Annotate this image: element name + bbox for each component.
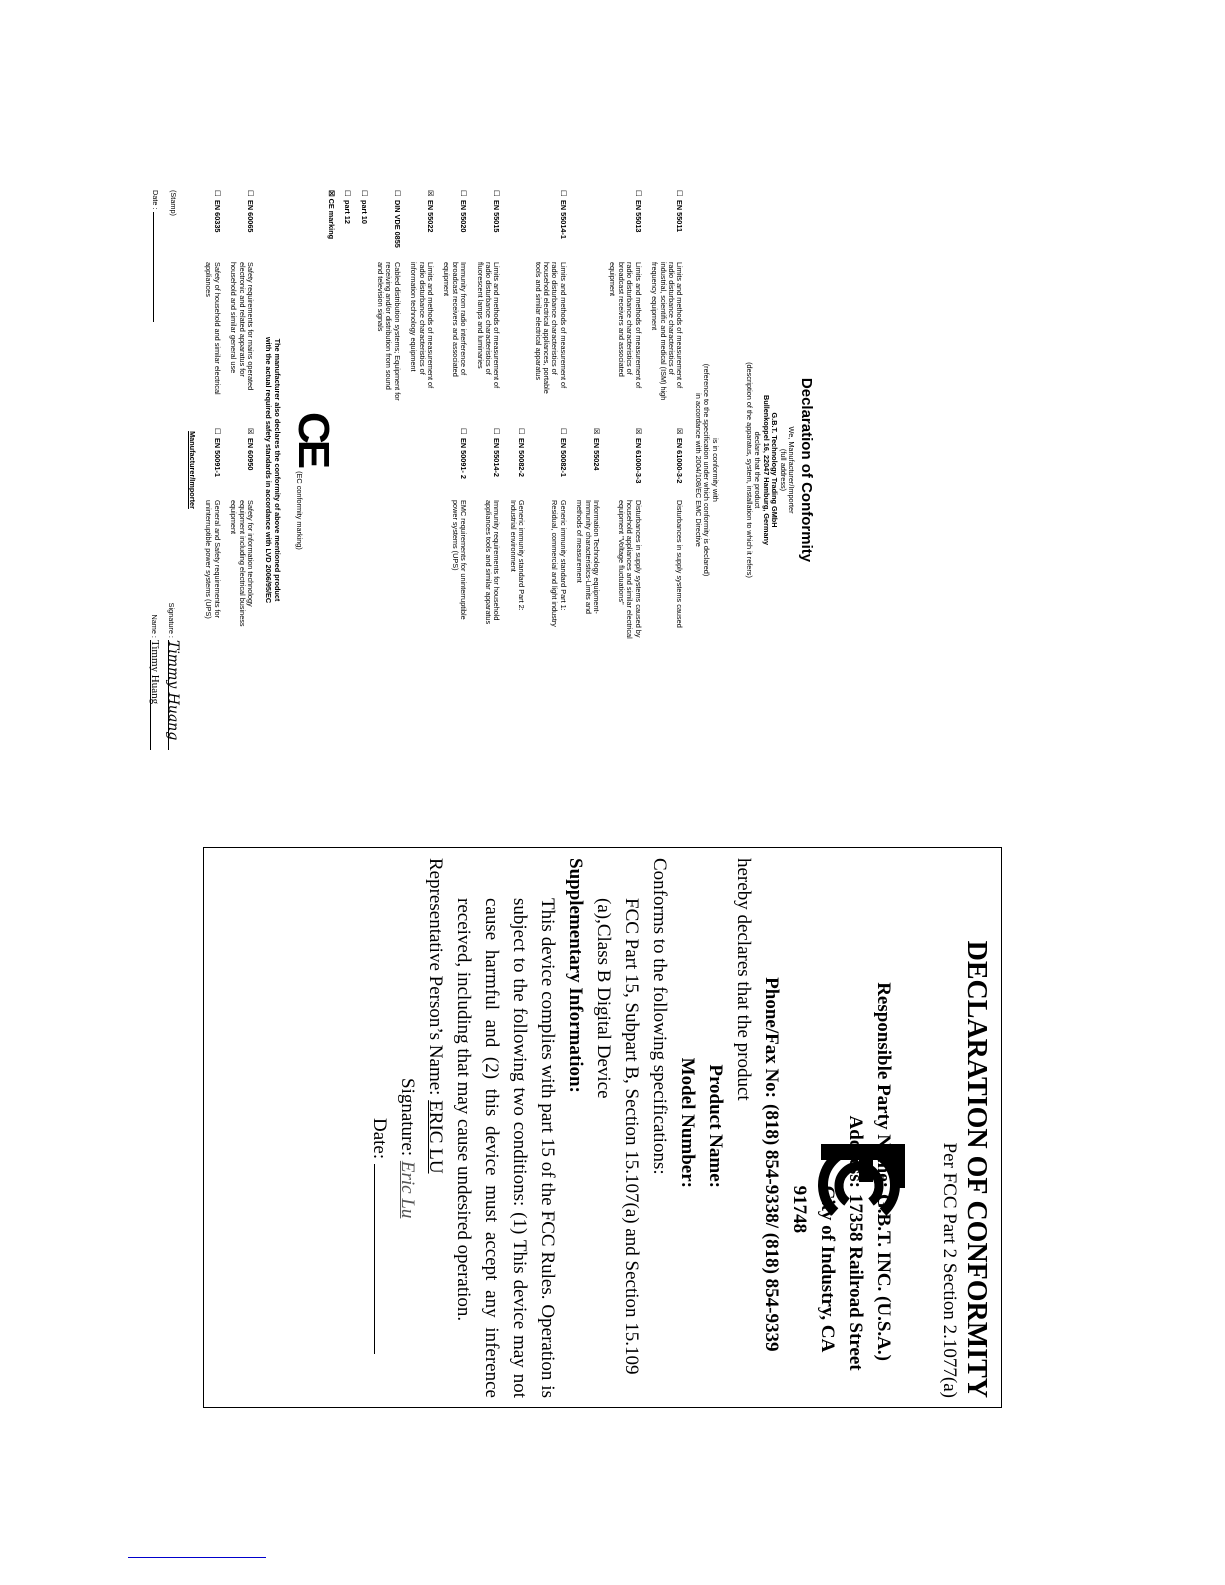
ce-marking-label: CE marking: [326, 198, 336, 240]
standard-code: [575, 190, 600, 262]
standard-code-label: EN 55014-1: [558, 200, 568, 239]
standard-item: [229, 428, 254, 640]
fcc-date-row: [365, 858, 393, 1398]
conforms-text: Conforms to the following specifications:: [648, 857, 670, 1175]
standard-description: Limits and methods of measurement of radio disturbance characteristics of broadcast receivers and associated equipment: [608, 262, 643, 389]
standard-description: Limits and methods of measurement of radio disturbance characteristics of fluorescent lamps and luminaries: [475, 262, 502, 389]
standard-checkbox: ☐: [675, 190, 685, 197]
standard-checkbox: ☒: [592, 428, 602, 435]
footer-rule: [128, 1557, 266, 1558]
standard-code-label: part 10: [359, 200, 369, 224]
standard-description: [508, 262, 525, 402]
standard-description: Immunity requirements for household appliances tools and similar apparatus: [484, 500, 502, 625]
rep-row: [421, 858, 449, 1398]
eu-date-area: [150, 190, 159, 322]
eu-stamp-area: [167, 190, 177, 216]
fcc-signature-row: [393, 858, 421, 1398]
standard-item: [409, 428, 434, 640]
fcc-subtitle: Per FCC Part 2 Section 2.1077(a): [938, 1142, 960, 1398]
standard-item: [442, 190, 467, 428]
standard-code: [650, 190, 684, 262]
fcc-declaration-frame: [203, 847, 1002, 1408]
standard-code-label: part 12: [343, 200, 353, 224]
standard-checkbox: ☐: [212, 190, 222, 197]
eu-company: G.B.T. Technology Trading GMbH: [770, 412, 780, 528]
standard-item: [533, 428, 567, 640]
standard-description: [359, 500, 367, 640]
standard-code-label: EN 55013: [633, 200, 643, 233]
standard-description: [575, 262, 600, 402]
standard-code: [376, 190, 401, 262]
standard-code: [229, 190, 254, 262]
eu-name-value: Timmy Huang: [150, 640, 159, 750]
standard-checkbox: ☒: [675, 428, 685, 435]
spec-line-1: FCC Part 15, Subpart B, Section 15.107(a) and Section 15.109: [620, 897, 642, 1375]
standard-code: [508, 428, 525, 500]
standard-code-label: DIN VDE 0855: [392, 200, 402, 248]
standard-checkbox: ☐: [359, 190, 369, 197]
standard-code-label: EN 60950: [245, 438, 255, 471]
fcc-signature: Eric Lu: [396, 1160, 418, 1218]
standard-code-label: EN 60335: [212, 200, 222, 233]
also-declares-line-1: The manufacturer also declares the conformity of above mentioned product: [272, 338, 282, 602]
standard-code: [442, 190, 467, 262]
standard-code: [475, 428, 500, 500]
standard-row: [475, 190, 500, 750]
safety-standards-list: [204, 190, 254, 750]
standard-code: [442, 428, 467, 500]
standard-row: [608, 190, 642, 750]
eu-signature-row: [165, 190, 182, 750]
eu-reference-note: (reference to the specification under which conformity is declared): [702, 363, 712, 577]
eu-we: We, Manufacturer/Importer: [787, 426, 796, 514]
standard-item: [343, 428, 351, 640]
spec-line-2: (a),Class B Digital Device: [592, 897, 614, 1099]
standard-code-label: EN 61000-3-3: [633, 438, 643, 484]
standard-code: [650, 428, 684, 500]
ce-note: (EC conformity marking): [294, 471, 304, 550]
standard-row: [229, 190, 254, 750]
party-label: Responsible Party Name:: [872, 981, 894, 1188]
standard-item: [575, 428, 600, 640]
standard-checkbox: ☐: [212, 428, 222, 435]
standard-checkbox: ☒: [426, 190, 435, 197]
eu-declaration-area: [149, 120, 820, 820]
standard-description: Safety of household and similar electrical appliances: [204, 262, 222, 395]
standard-checkbox: ☐: [633, 190, 643, 197]
standard-item: [650, 190, 684, 428]
eu-name-area: [149, 614, 162, 750]
standard-item: [229, 190, 254, 428]
standard-code-label: EN 55024: [592, 438, 602, 471]
manufacturer-label: Manufacturer/Importer: [187, 431, 197, 509]
eu-name-label: Name :: [150, 614, 160, 638]
eu-header: [693, 190, 795, 750]
standard-row: [533, 190, 567, 750]
eu-date-line: [153, 212, 154, 322]
standard-code: [608, 428, 642, 500]
standard-item: [475, 190, 500, 428]
standard-code-label: EN 61000-3-2: [675, 438, 685, 484]
standard-code-label: EN 55022: [426, 200, 435, 233]
standard-code: [508, 190, 525, 262]
standard-checkbox: ☐: [459, 428, 469, 435]
standard-row: [376, 190, 401, 750]
standard-description: [359, 262, 367, 402]
standard-description: General and Safety requirements for uninterruptible power systems (UPS): [204, 500, 222, 619]
standard-code: [376, 428, 401, 500]
rep-value: ERIC LU: [424, 1099, 446, 1174]
eu-conformity: is in conformity with: [710, 438, 720, 502]
standard-item: [204, 428, 221, 640]
ce-logo: CE: [288, 412, 338, 466]
supplementary-text: This device complies with part 15 of the FCC Rules. Operation is subject to the following two conditions: (1) This device may not cause harmful and (2) this device must accept any inference received, including that may cause undesired operation.: [452, 897, 558, 1398]
eu-signature-label: Signature :: [167, 602, 177, 638]
standards-list: [343, 190, 684, 750]
supplementary-label: Supplementary Information:: [564, 857, 586, 1093]
standard-item: [204, 190, 221, 428]
also-declares: [264, 190, 281, 750]
standard-checkbox: ☒: [245, 428, 255, 435]
eu-declare: declare that the product: [753, 431, 763, 509]
standard-item: [376, 190, 401, 428]
standard-description: [376, 500, 401, 640]
product-label: Product Name:: [704, 1063, 726, 1188]
eu-directive: in accordance with 2004/108/EC EMC Directive: [693, 393, 703, 547]
standard-code: [204, 428, 221, 500]
standard-checkbox: ☐: [558, 190, 568, 197]
standard-description: Cabled distribution systems; Equipment for receiving and/or distribution from sound and television signals: [375, 262, 402, 401]
standard-row: [204, 190, 221, 750]
standard-item: [359, 190, 367, 428]
standard-checkbox: ☐: [492, 190, 502, 197]
standard-description: Limits and methods of measurement of radio disturbance characteristics of information technology equipment: [409, 262, 435, 389]
standard-code: [343, 190, 351, 262]
eu-address: Bullenkoppel 16, 22047 Hamburg, Germany: [761, 394, 771, 546]
standard-item: [359, 428, 367, 640]
standard-code: [608, 190, 642, 262]
standard-description: Information Technology equipment-Immunity characteristics-Limits and methods of measurement: [575, 500, 602, 614]
standard-checkbox: ☐: [245, 190, 255, 197]
phone-label: Phone/Fax No:: [760, 976, 782, 1098]
also-declares-line-2: with the actual required safety standards in accordance with LVD 2006/95/EC: [264, 336, 274, 604]
standard-code-label: EN 55014-2: [492, 438, 502, 477]
standard-code: [533, 428, 567, 500]
standard-description: Disturbances in supply systems caused: [675, 500, 685, 628]
fcc-date-label: Date:: [368, 1117, 390, 1159]
standard-description: [343, 262, 351, 402]
standard-row: [575, 190, 600, 750]
standard-row: [409, 190, 434, 750]
standard-code-label: EN 55015: [492, 200, 502, 233]
ce-checkbox: ☒: [326, 190, 336, 197]
fcc-declaration: [213, 858, 993, 1398]
standard-item: [575, 190, 600, 428]
phone-row: [757, 858, 785, 1398]
standard-description: Immunity from radio interference of broadcast receivers and associated equipment: [442, 262, 469, 377]
standard-code-label: EN 50082-2: [517, 438, 527, 477]
hereby-declares: hereby declares that the product: [732, 857, 754, 1101]
standard-code: [533, 190, 567, 262]
ce-marking-row: [288, 190, 338, 750]
fcc-signature-label: Signature:: [396, 1077, 418, 1156]
standard-description: Limits and methods of measurement of radio disturbance characteristics of household electrical appliances, portable tools and similar electrical apparatus: [533, 262, 568, 394]
eu-date-label: Date :: [151, 190, 161, 210]
rep-label: Representative Person’s Name:: [424, 857, 446, 1095]
standard-checkbox: ☒: [633, 428, 643, 435]
standard-item: [608, 190, 642, 428]
standard-code: [229, 428, 254, 500]
fcc-logo-icon: [813, 1116, 913, 1216]
standard-checkbox: ☐: [459, 190, 469, 197]
standard-code: [575, 428, 600, 500]
standard-code: [343, 428, 351, 500]
standard-code-label: EN 50091-1: [212, 438, 222, 477]
party-value: G.B.T. INC. (U.S.A.): [872, 1193, 894, 1361]
eu-full-address: (full address): [778, 448, 788, 492]
eu-description-note: (description of the apparatus, system, installation to which it refers): [744, 362, 754, 578]
standard-item: [442, 428, 467, 640]
standard-item: [533, 190, 567, 428]
eu-date-row: [149, 190, 162, 750]
standard-checkbox: ☐: [517, 428, 527, 435]
address-value: 17358 Railroad Street: [844, 1193, 866, 1371]
standard-item: [650, 428, 684, 640]
eu-declaration: [149, 190, 815, 750]
fcc-date-line: [374, 1163, 375, 1353]
standard-description: Disturbances in supply systems caused by household appliances and similar electrical equipment "Voltage fluctuations": [616, 500, 643, 639]
standard-code: [475, 190, 500, 262]
standard-description: [409, 500, 434, 640]
fcc-title: DECLARATION OF CONFORMITY: [960, 940, 992, 1398]
phone-value: (818) 854-9338/ (818) 854-9339: [760, 1103, 782, 1351]
standard-item: [508, 190, 525, 428]
standard-code-label: EN 55020: [459, 200, 469, 233]
standard-checkbox: ☐: [492, 428, 502, 435]
eu-stamp-label: (Stamp): [169, 190, 179, 216]
standard-description: [343, 500, 351, 640]
standard-code: [409, 190, 434, 262]
eu-signature-area: [165, 602, 182, 750]
standard-checkbox: ☐: [558, 428, 568, 435]
standard-row: [508, 190, 525, 750]
standard-code-label: EN 60065: [245, 200, 255, 233]
standard-description: Generic immunity standard Part 1: Residual, commercial and light industry: [550, 500, 568, 627]
standard-description: EMC requirements for uninterruptible power systems (UPS): [450, 500, 469, 620]
standard-checkbox: ☐: [343, 190, 353, 197]
ce-marking-label-wrap: [326, 190, 334, 262]
eu-signature: Timmy Huang: [168, 640, 177, 750]
standard-row: [650, 190, 684, 750]
standard-description: Generic immunity standard Part 2: Industrial environment: [508, 500, 527, 611]
standard-code-label: EN 55011: [675, 200, 685, 233]
standard-item: [608, 428, 642, 640]
eu-title: Declaration of Conformity: [798, 377, 815, 563]
standard-item: [508, 428, 525, 640]
product-row: [701, 858, 729, 1398]
standard-code: [409, 428, 434, 500]
model-row: [673, 858, 701, 1398]
standard-row: [343, 190, 351, 750]
standard-item: [475, 428, 500, 640]
standard-code-label: EN 50091- 2: [459, 438, 469, 479]
model-label: Model Number:: [676, 1057, 698, 1188]
standard-item: [343, 190, 351, 428]
city-value: City of Industry, CA 91748: [788, 1185, 838, 1351]
standard-description: Safety for information technology equipment including electrical business equipment: [229, 500, 255, 627]
standard-checkbox: ☐: [392, 190, 402, 197]
standard-description: Safety requirements for mains operated electronic and related apparatus for household and similar general use: [229, 262, 255, 391]
standard-code: [359, 428, 367, 500]
standard-item: [409, 190, 434, 428]
standard-description: Limits and methods of measurement of radio disturbance characteristics of industrial, scientific and medical (ISM) high frequency equipment: [650, 262, 685, 401]
standard-code: [359, 190, 367, 262]
standard-row: [359, 190, 367, 750]
standard-code: [204, 190, 221, 262]
standard-code-label: EN 50082-1: [558, 438, 568, 477]
standard-item: [376, 428, 401, 640]
standard-row: [442, 190, 467, 750]
